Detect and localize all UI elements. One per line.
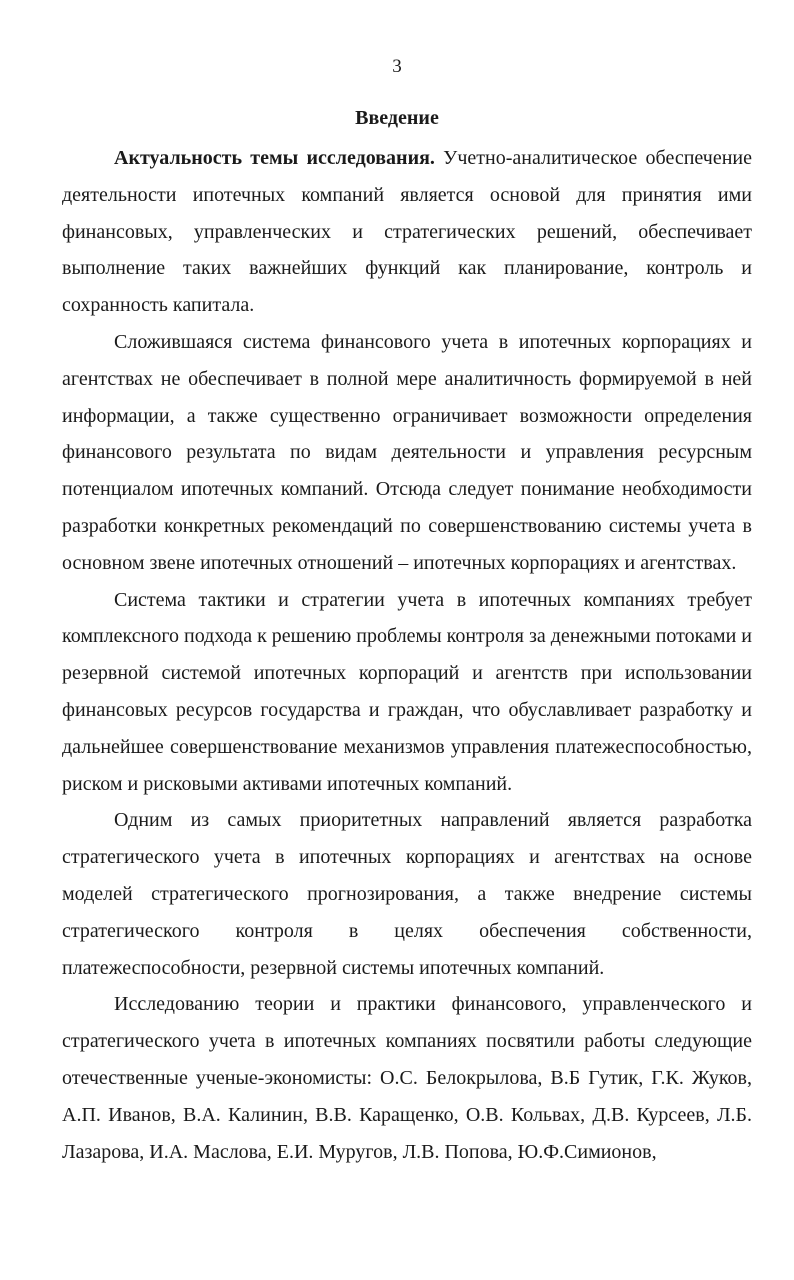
- paragraph: [62, 802, 752, 986]
- paragraph-lead: Актуальность темы исследования.: [114, 147, 435, 169]
- paragraph-relevance: [62, 140, 752, 324]
- section-heading: Введение: [355, 107, 439, 129]
- body-text: [62, 140, 752, 1170]
- paragraph: [62, 986, 752, 1170]
- paragraph-text: Одним из самых приоритетных направлений является разработка стратегического учета в ипотечных корпорациях и агентствах на основе моделей стратегического прогнозирования, а также внедрение системы стратегического контроля в целях обеспечения собственности, платежеспособности, резервной системы ипотечных компаний.: [62, 809, 752, 979]
- page-number: 3: [392, 56, 402, 77]
- paragraph: [62, 324, 752, 582]
- paragraph: [62, 582, 752, 803]
- paragraph-text: Исследованию теории и практики финансового, управленческого и стратегического учета в ипотечных компаниях посвятили работы следующие отечественные ученые-экономисты: О.С. Белокрылова, В.Б Гутик, Г.К. Жуков, А.П. Иванов, В.А. Калинин, В.В. Каращенко, О.В. Кольвах, Д.В. Курсеев, Л.Б. Лазарова, И.А. Маслова, Е.И. Муругов, Л.В. Попова, Ю.Ф.Симионов,: [62, 993, 752, 1163]
- paragraph-text: Система тактики и стратегии учета в ипотечных компаниях требует комплексного подхода к решению проблемы контроля за денежными потоками и резервной системой ипотечных корпораций и агентств при использовании финансовых ресурсов государства и граждан, что обуславливает разработку и дальнейшее совершенствование механизмов управления платежеспособностью, риском и рисковыми активами ипотечных компаний.: [62, 588, 752, 795]
- paragraph-text: Учетно-аналитическое обеспечение деятельности ипотечных компаний является основой для принятия ими финансовых, управленческих и стратегических решений, обеспечивает выполнение таких важнейших функций как планирование, контроль и сохранность капитала.: [62, 147, 752, 317]
- paragraph-text: Сложившаяся система финансового учета в ипотечных корпорациях и агентствах не обеспечивает в полной мере аналитичность формируемой в ней информации, а также существенно ограничивает возможности определения финансового результата по видам деятельности и управления ресурсным потенциалом ипотечных компаний. Отсюда следует понимание необходимости разработки конкретных рекомендаций по совершенствованию системы учета в основном звене ипотечных отношений – ипотечных корпорациях и агентствах.: [62, 330, 752, 574]
